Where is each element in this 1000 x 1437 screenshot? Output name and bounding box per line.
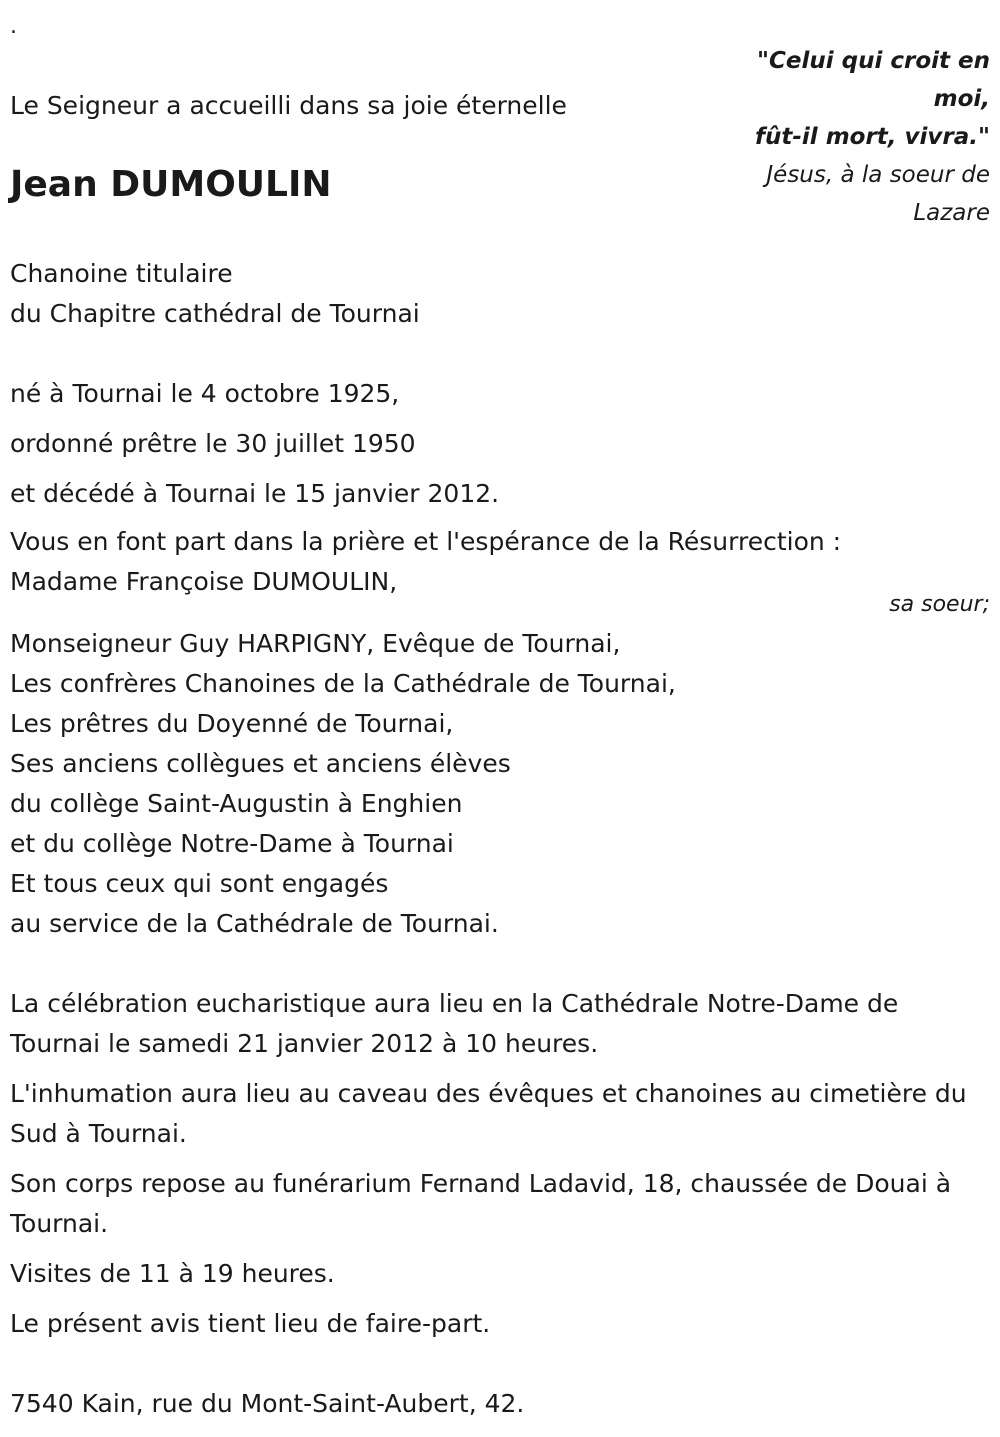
mourner-line: au service de la Cathédrale de Tournai. bbox=[10, 909, 499, 938]
title-line-1: Chanoine titulaire bbox=[10, 259, 233, 288]
family-address bbox=[10, 1384, 990, 1424]
announcement-text bbox=[10, 522, 990, 562]
quote-line-1: "Celui qui croit en moi, bbox=[757, 48, 990, 112]
quote-source: Jésus, à la soeur de Lazare bbox=[766, 162, 990, 226]
title-line-2: du Chapitre cathédral de Tournai bbox=[10, 299, 420, 328]
quote-line-2: fût-il mort, vivra." bbox=[755, 124, 990, 150]
intro-text: Le Seigneur a accueilli dans sa joie éternelle bbox=[10, 91, 567, 120]
leading-dot: . bbox=[10, 14, 17, 39]
burial-info: L'inhumation aura lieu au caveau des évêques et chanoines au cimetière du Sud à Tournai. bbox=[10, 1079, 967, 1148]
sister-role: sa soeur; bbox=[889, 592, 990, 617]
life-dates bbox=[10, 374, 990, 514]
funeral-details bbox=[10, 984, 990, 1344]
deceased-title bbox=[10, 254, 990, 334]
announcement-line: Vous en font part dans la prière et l'espérance de la Résurrection : bbox=[10, 527, 842, 556]
death-date: et décédé à Tournai le 15 janvier 2012. bbox=[10, 479, 500, 508]
mourner-line: du collège Saint-Augustin à Enghien bbox=[10, 789, 463, 818]
address-line: 7540 Kain, rue du Mont-Saint-Aubert, 42. bbox=[10, 1389, 525, 1418]
mourner-line: Et tous ceux qui sont engagés bbox=[10, 869, 389, 898]
birth-date: né à Tournai le 4 octobre 1925, bbox=[10, 379, 400, 408]
sister-entry bbox=[10, 562, 990, 602]
notice-text: Le présent avis tient lieu de faire-part. bbox=[10, 1309, 491, 1338]
mourner-line: Les confrères Chanoines de la Cathédrale de Tournai, bbox=[10, 669, 676, 698]
mourners-list bbox=[10, 624, 990, 944]
funeral-home-info: Son corps repose au funérarium Fernand Ladavid, 18, chaussée de Douai à Tournai. bbox=[10, 1169, 952, 1238]
mourner-line: et du collège Notre-Dame à Tournai bbox=[10, 829, 454, 858]
deceased-name: Jean DUMOULIN bbox=[10, 164, 332, 205]
scripture-quote bbox=[730, 42, 990, 232]
visiting-hours: Visites de 11 à 19 heures. bbox=[10, 1259, 335, 1288]
ordination-date: ordonné prêtre le 30 juillet 1950 bbox=[10, 429, 416, 458]
mourner-line: Les prêtres du Doyenné de Tournai, bbox=[10, 709, 454, 738]
mourner-line: Monseigneur Guy HARPIGNY, Evêque de Tournai, bbox=[10, 629, 621, 658]
mourner-line: Ses anciens collègues et anciens élèves bbox=[10, 749, 511, 778]
celebration-info: La célébration eucharistique aura lieu en la Cathédrale Notre-Dame de Tournai le samedi 21 janvier 2012 à 10 heures. bbox=[10, 989, 899, 1058]
sister-name: Madame Françoise DUMOULIN, bbox=[10, 567, 398, 596]
